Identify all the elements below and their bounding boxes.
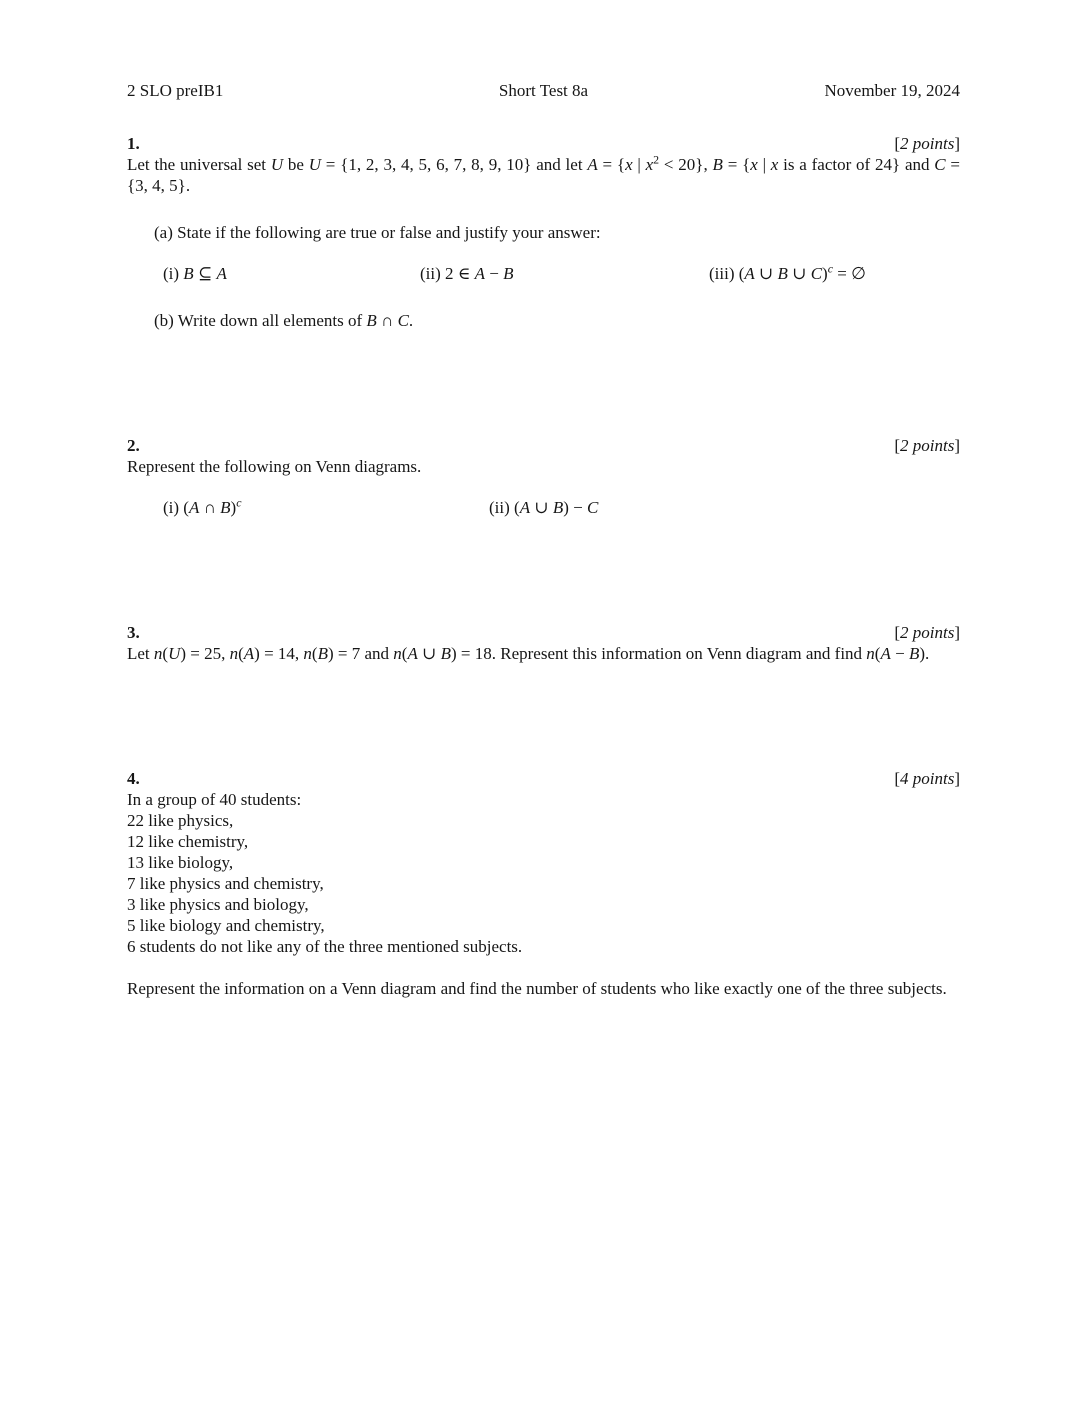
question-4-line-biology-chemistry: 5 like biology and chemistry,: [127, 916, 325, 935]
question-4-line-none: 6 students do not like any of the three mentioned subjects.: [127, 937, 523, 956]
header-title: Short Test 8a: [498, 81, 589, 100]
question-1-item-ii: (ii) 2 ∈ A − B: [420, 264, 514, 283]
question-2-item-ii: (ii) (A ∪ B) − C: [489, 498, 599, 517]
question-4-line-intro: In a group of 40 students:: [127, 790, 302, 809]
question-4-line-physics-chemistry: 7 like physics and chemistry,: [127, 874, 324, 893]
question-3-points: [2 points]: [894, 623, 960, 642]
question-1: [127, 133, 960, 331]
question-1-number: 1.: [127, 134, 140, 153]
question-1-head: [127, 133, 960, 154]
question-1-items: [163, 263, 960, 284]
question-1-part-a: (a) State if the following are true or false and justify your answer:: [154, 223, 601, 242]
question-2-number: 2.: [127, 436, 140, 455]
question-3-head: [127, 622, 960, 643]
question-3-body: Let n(U) = 25, n(A) = 14, n(B) = 7 and n(A ∪ B) = 18. Represent this information on Venn diagram and find n(A − B).: [127, 644, 930, 663]
question-2-head: [127, 435, 960, 456]
question-4-line-physics: 22 like physics,: [127, 811, 234, 830]
question-1-body: Let the universal set U be U = {1, 2, 3, 4, 5, 6, 7, 8, 9, 10} and let A = {x | $x^2 < 20$}, B = {x | x is a factor of 24} and C = {3, 4, 5}.: [127, 152, 961, 195]
question-4-points: [4 points]: [894, 769, 960, 788]
question-4-line-biology: 13 like biology,: [127, 853, 234, 872]
question-2-points: [2 points]: [894, 436, 960, 455]
header-date: November 19, 2024: [824, 81, 961, 100]
question-4-task: Represent the information on a Venn diagram and find the number of students who like exactly one of the three subjects.: [127, 979, 947, 998]
question-2-items: [163, 497, 960, 518]
question-2: [127, 435, 960, 518]
header-course: 2 SLO preIB1: [127, 81, 224, 100]
question-4-line-chemistry: 12 like chemistry,: [127, 832, 249, 851]
question-2-body: Represent the following on Venn diagrams.: [127, 457, 422, 476]
question-1-item-i: (i) B ⊆ A: [163, 264, 227, 283]
question-4: [127, 768, 960, 999]
question-1-part-b: (b) Write down all elements of B ∩ C.: [154, 311, 414, 330]
question-1-item-iii: (iii) (A ∪ B ∪ C)$^c$ = ∅: [709, 261, 866, 283]
question-4-number: 4.: [127, 769, 140, 788]
question-3-number: 3.: [127, 623, 140, 642]
question-2-item-i: (i) (A ∩ B)$^c$: [163, 495, 242, 517]
question-3: [127, 622, 960, 664]
document-header: [127, 80, 960, 101]
question-1-points: [2 points]: [894, 134, 960, 153]
question-4-head: [127, 768, 960, 789]
question-4-line-physics-biology: 3 like physics and biology,: [127, 895, 309, 914]
